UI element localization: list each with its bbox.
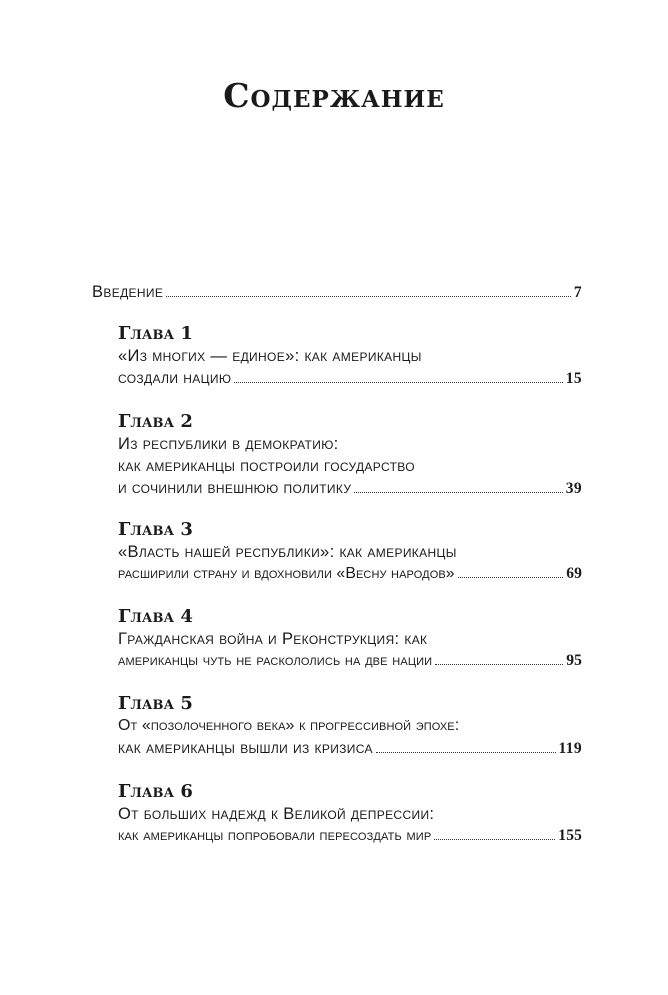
toc-page-number: 119 bbox=[558, 740, 582, 757]
toc-entry-title: как американцы попробовали пересоздать мир bbox=[118, 827, 432, 844]
chapter-6-title-line-1: От больших надежд к Великой депрессии: bbox=[118, 805, 435, 823]
chapter-1-title-line-1: «Из многих — единое»: как американцы bbox=[118, 347, 422, 365]
chapter-2-title-line-2: как американцы построили государство bbox=[118, 457, 415, 475]
toc-entry-title: и сочинили внешнюю политику bbox=[118, 479, 352, 497]
toc-page-number: 39 bbox=[565, 480, 582, 497]
chapter-6-heading: Глава 6 bbox=[118, 781, 193, 802]
toc-page-number: 69 bbox=[566, 565, 582, 582]
dot-leader bbox=[166, 296, 571, 297]
toc-entry-title: создали нацию bbox=[118, 369, 232, 387]
dot-leader bbox=[458, 577, 564, 578]
toc-entry-chapter-4[interactable] bbox=[118, 650, 582, 672]
chapter-1-heading: Глава 1 bbox=[118, 323, 193, 344]
toc-entry-title: Введение bbox=[92, 283, 164, 301]
toc-entry-introduction[interactable] bbox=[92, 281, 582, 304]
chapter-4-heading: Глава 4 bbox=[118, 606, 193, 627]
toc-entry-chapter-6[interactable] bbox=[118, 825, 582, 847]
chapter-2-heading: Глава 2 bbox=[118, 411, 193, 432]
chapter-2-title-line-1: Из республики в демократию: bbox=[118, 435, 339, 453]
toc-entry-chapter-2[interactable] bbox=[118, 477, 582, 500]
chapter-3-title-line-1: «Власть нашей республики»: как американцы bbox=[118, 543, 457, 561]
toc-entry-title: американцы чуть не раскололись на две нации bbox=[118, 652, 433, 669]
dot-leader bbox=[354, 492, 562, 493]
toc-page-number: 155 bbox=[558, 827, 582, 844]
dot-leader bbox=[234, 382, 562, 383]
toc-entry-chapter-3[interactable] bbox=[118, 563, 582, 585]
page-title: Содержание bbox=[223, 76, 445, 115]
toc-entry-title: как американцы вышли из кризиса bbox=[118, 739, 373, 757]
dot-leader bbox=[434, 839, 555, 840]
toc-page-number: 15 bbox=[565, 370, 582, 387]
dot-leader bbox=[435, 664, 563, 665]
chapter-3-heading: Глава 3 bbox=[118, 519, 193, 540]
chapter-4-title-line-1: Гражданская война и Реконструкция: как bbox=[118, 630, 428, 648]
toc-entry-chapter-1[interactable] bbox=[118, 367, 582, 390]
toc-entry-title: расширили страну и вдохновили «Весну народов» bbox=[118, 565, 455, 582]
toc-entry-chapter-5[interactable] bbox=[118, 737, 582, 760]
chapter-5-heading: Глава 5 bbox=[118, 693, 193, 714]
toc-page-number: 7 bbox=[573, 284, 582, 301]
toc-page-number: 95 bbox=[566, 652, 582, 669]
chapter-5-title-line-1: От «позолоченного века» к прогрессивной эпохе: bbox=[118, 717, 460, 734]
dot-leader bbox=[376, 752, 556, 753]
